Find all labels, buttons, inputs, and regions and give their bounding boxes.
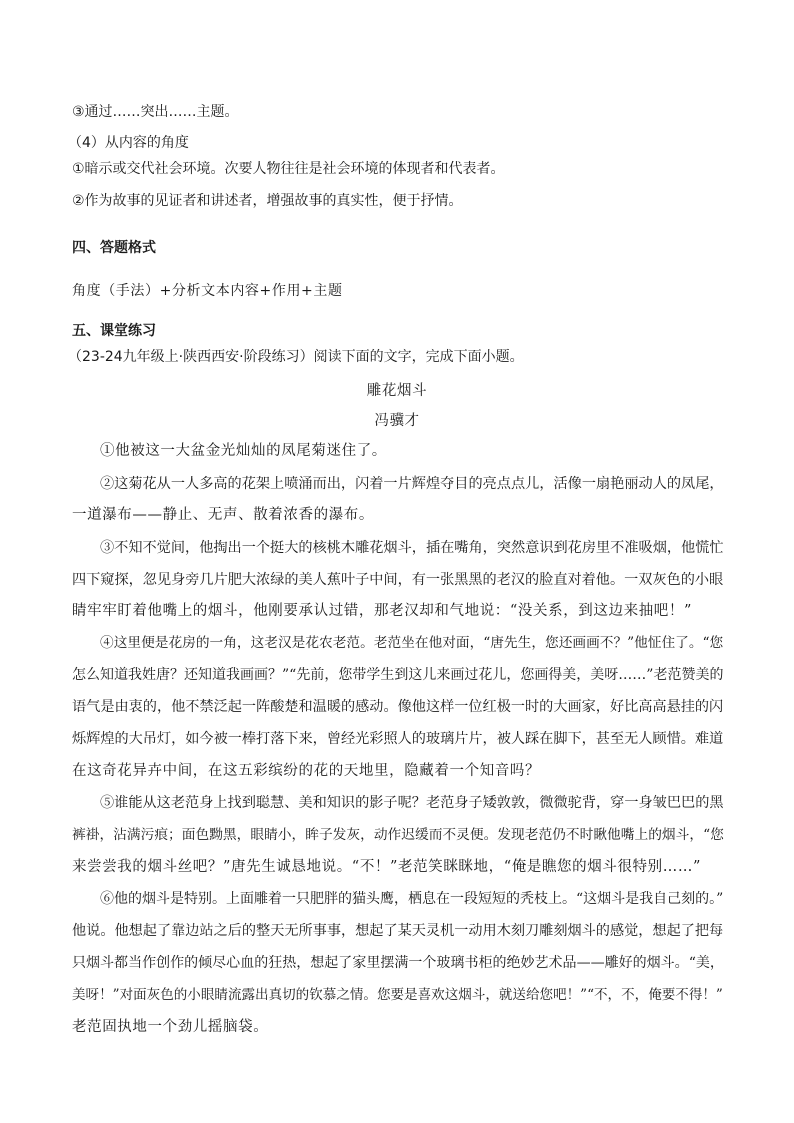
paragraph-5-line: 裤褂，沾满污痕；面色黝黑，眼睛小，眸子发灰，动作迟缓而不灵便。发现老范仍不时瞅他嘴上的烟斗，“您 xyxy=(72,827,724,843)
section-5-heading: 五、课堂练习 xyxy=(72,323,156,339)
method-item-3: ③通过……突出……主题。 xyxy=(72,104,239,120)
article-title: 雕花烟斗 xyxy=(366,383,428,399)
paragraph-1: ①他被这一大盆金光灿灿的凤尾菊迷住了。 xyxy=(100,443,387,459)
paragraph-3-line: 四下窥探，忽见身旁几片肥大浓绿的美人蕉叶子中间，有一张黑黑的老汉的脸直对着他。一双灰色的小眼 xyxy=(72,572,724,588)
content-item-2: ②作为故事的见证者和讲述者，增强故事的真实性，便于抒情。 xyxy=(72,193,463,209)
paragraph-4-line: 在这奇花异卉中间，在这五彩缤纷的花的天地里，隐藏着一个知音吗？ xyxy=(72,763,541,779)
paragraph-3-line: 睛牢牢盯着他嘴上的烟斗，他刚要承认过错，那老汉却和气地说：“没关系，到这边来抽吧！” xyxy=(72,603,693,619)
paragraph-5-line: 来尝尝我的烟斗丝吧？”唐先生诚恳地说。“不！”老范笑眯眯地，“俺是瞧您的烟斗很特别……” xyxy=(72,859,701,875)
paragraph-3-line: ③不知不觉间，他掏出一个挺大的核桃木雕花烟斗，插在嘴角，突然意识到花房里不准吸烟，他慌忙 xyxy=(100,540,724,556)
article-author: 冯骥才 xyxy=(374,413,420,429)
section-4-heading: 四、答题格式 xyxy=(72,240,156,256)
paragraph-5-line: ⑤谁能从这老范身上找到聪慧、美和知识的影子呢？老范身子矮敦敦，微微驼背，穿一身皱巴巴的黑 xyxy=(100,795,724,811)
paragraph-2-line: ②这菊花从一人多高的花架上喷涌而出，闪着一片辉煌夺目的亮点点儿，活像一扇艳丽动人的凤尾， xyxy=(100,476,724,492)
paragraph-6-line: 老范固执地一个劲儿摇脑袋。 xyxy=(72,1019,269,1035)
paragraph-6-line: 美呀！”对面灰色的小眼睛流露出真切的钦慕之情。您要是喜欢这烟斗，就送给您吧！”“不，不，俺要不得！” xyxy=(72,987,723,1003)
content-item-1: ①暗示或交代社会环境。次要人物往往是社会环境的体现者和代表者。 xyxy=(72,161,505,177)
content-angle-heading: （4）从内容的角度 xyxy=(68,135,189,151)
paragraph-6-line: 只烟斗都当作创作的倾尽心血的狂热，想起了家里摆满一个玻璃书柜的绝妙艺术品——雕好的烟斗。“美， xyxy=(72,955,724,971)
paragraph-6-line: ⑥他的烟斗是特别。上面雕着一只肥胖的猫头鹰，栖息在一段短短的秃枝上。“这烟斗是我自己刻的。” xyxy=(100,891,724,907)
paragraph-4-line: 烁辉煌的大吊灯，如今被一棒打落下来，曾经光彩照人的玻璃片片，被人踩在脚下，甚至无人顾惜。难道 xyxy=(72,731,724,747)
paragraph-4-line: 怎么知道我姓唐？还知道我画画？”“先前，您带学生到这儿来画过花儿，您画得美，美呀……”老范赞美的 xyxy=(72,667,724,683)
paragraph-6-line: 他说。他想起了靠边站之后的整天无所事事，想起了某天灵机一动用木刻刀雕刻烟斗的感觉，想起了把每 xyxy=(72,923,724,939)
paragraph-4-line: 语气是由衷的，他不禁泛起一阵酸楚和温暖的感动。像他这样一位红极一时的大画家，好比高高悬挂的闪 xyxy=(72,699,724,715)
paragraph-4-line: ④这里便是花房的一角，这老汉是花农老范。老范坐在他对面，“唐先生，您还画画不？”他怔住了。“您 xyxy=(100,635,724,651)
answer-format: 角度（手法）+分析文本内容+作用+主题 xyxy=(72,283,343,299)
paragraph-2-line: 一道瀑布——静止、无声、散着浓香的瀑布。 xyxy=(72,507,374,523)
exercise-source: （23-24九年级上·陕西西安·阶段练习）阅读下面的文字，完成下面小题。 xyxy=(68,349,524,365)
